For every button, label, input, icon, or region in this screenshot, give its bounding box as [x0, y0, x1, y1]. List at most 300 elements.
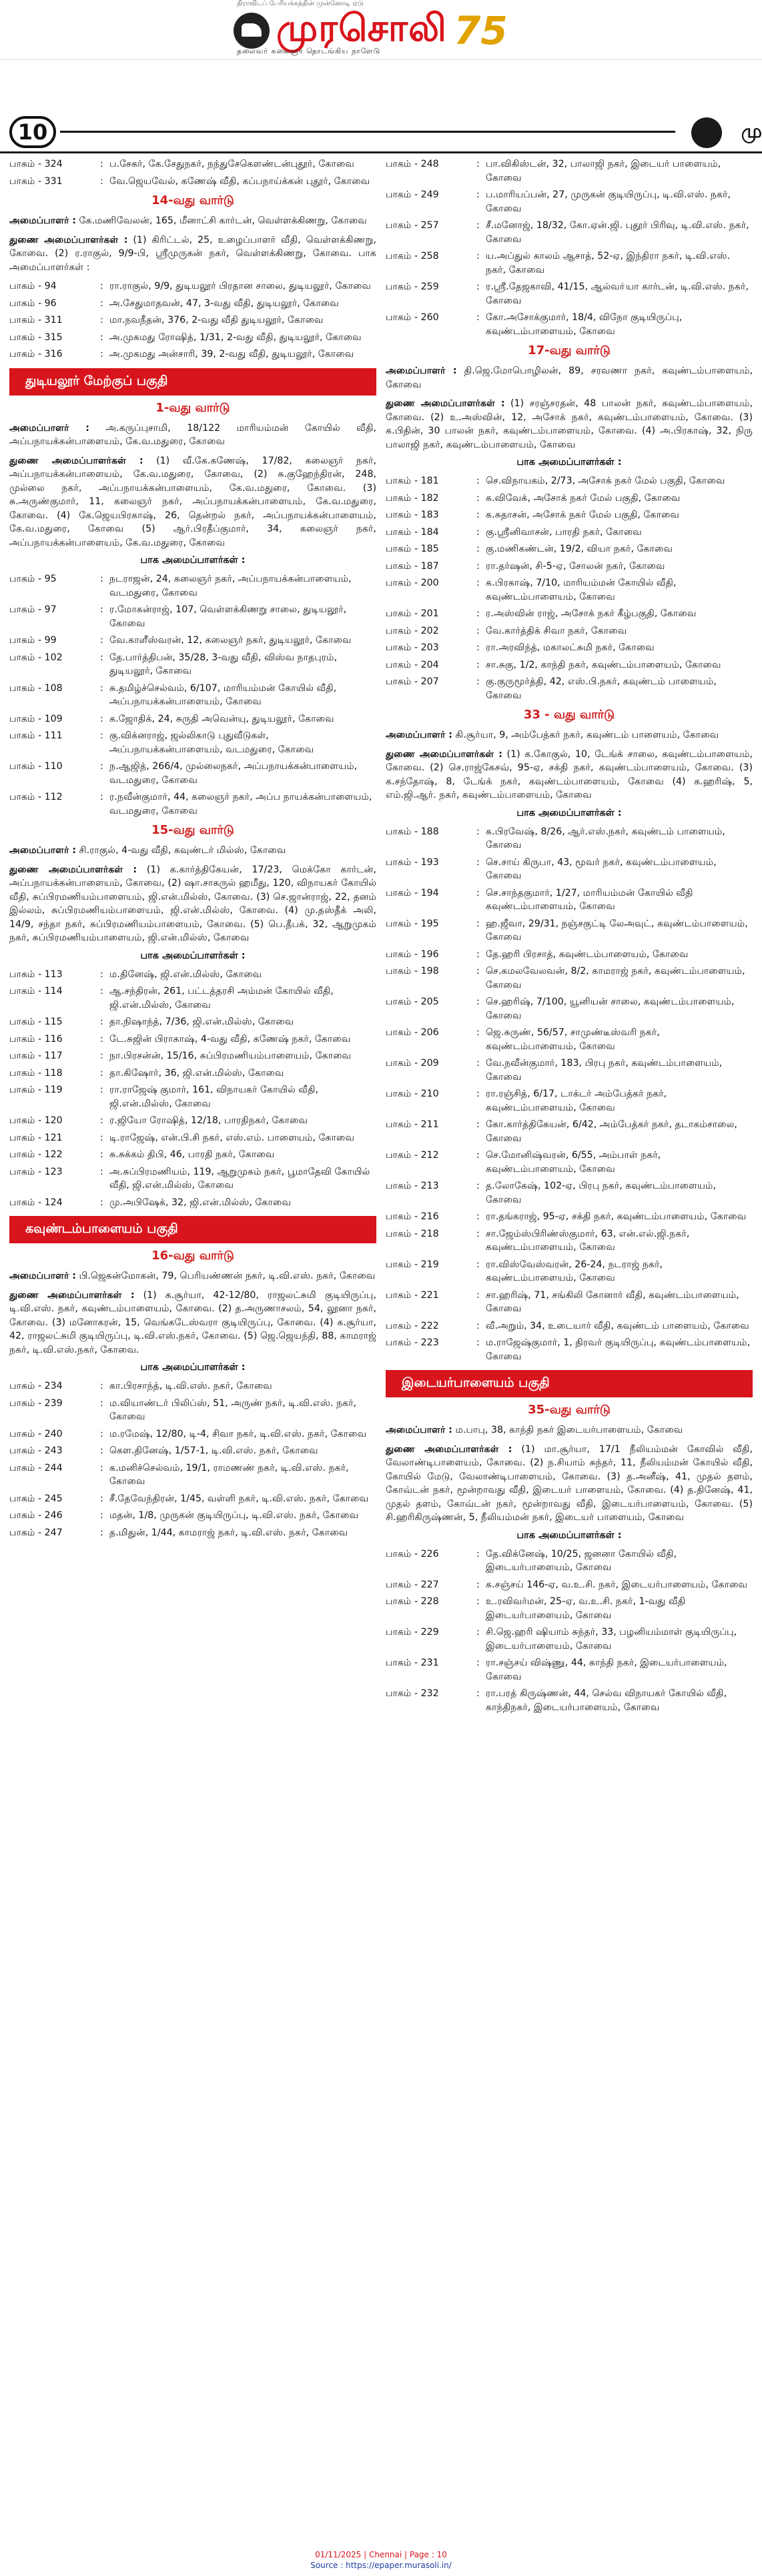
role-paragraph [9, 233, 376, 275]
part-label: பாகம் - 122 [9, 1149, 63, 1160]
part-entry [9, 175, 376, 189]
subheading: பாக அமைப்பாளர்கள் : [516, 457, 622, 468]
separator: : [476, 1627, 480, 1638]
separator: : [476, 887, 480, 898]
part-entry [9, 1131, 376, 1145]
separator: : [476, 281, 480, 292]
part-label: பாகம் - 246 [9, 1510, 63, 1521]
part-label: பாகம் - 124 [9, 1197, 63, 1208]
role-label: அமைப்பாளர் : [386, 1425, 452, 1435]
role-value: தி.ஜெ.மோபொழிலன், 89, சரவணா நகர், கவுண்டம்பாளையம், கோவை [386, 366, 753, 390]
part-value: ஜெ.சுருண், 56/57, சாமுண்டீஸ்வரி நகர், கவுண்டம்பாளையம், கோவை [486, 1027, 660, 1052]
part-label: பாகம் - 247 [9, 1527, 63, 1538]
subheading: பாக அமைப்பாளர்கள் : [140, 555, 246, 566]
part-label: பாகம் - 223 [386, 1337, 439, 1348]
ward-title: 35-வது வார்டு [528, 1403, 611, 1417]
separator: : [476, 1027, 480, 1038]
part-value: த.மிதுன், 1/44, காமராஜ் நகர், டி.வி.எஸ். நகர், கோவை [109, 1527, 348, 1538]
part-label: பாகம் - 109 [9, 713, 63, 724]
part-entry [386, 1087, 753, 1115]
part-entry [386, 1319, 753, 1333]
separator: : [476, 1089, 480, 1099]
part-entry [9, 729, 376, 756]
part-value: நடராஜன், 24, கலைஞர் நகர், அப்பநாயக்கன்பாளையம், வடமதுரை, கோவை [109, 574, 352, 598]
part-value: ரா.ராகுல், 9/9, துடியலூர் பிரதான சாலை, துடியலூர், கோவை [109, 281, 372, 291]
separator: : [100, 1397, 103, 1409]
part-entry [9, 1196, 376, 1210]
part-entry [386, 311, 753, 338]
part-value: டி.ராஜேஷ், என்.பி.சி நகர், எஸ்.எம். பாளையம், கோவை [109, 1132, 355, 1143]
part-entry [386, 542, 753, 556]
content-columns [0, 153, 762, 1718]
part-value: ர.ஸ்ரீ.தேஜகாவி, 41/15, ஆல்வா்யா கார்டன், டி.வி.எஸ். நகர், கோவை [486, 281, 749, 306]
part-value: சா.ஜேம்ஸ்பிரிண்ஸ்குமார், 63, என்.எல்.ஜி.நகர், கவுண்டம்பாளையம், கோவை [486, 1228, 690, 1253]
ward-title: 1-வது வார்டு [155, 400, 230, 415]
part-value: ப.சேகர், கே.சேதுநகர், நந்துசேகௌண்டன்புதூர், கோவை [109, 159, 354, 169]
separator: : [100, 1462, 103, 1473]
part-value: உ.ரவிவர்மன், 25-ஏ, வ.உ.சி. நகர், 1-வது வீதி இடையர்பாளையம், கோவை [486, 1596, 686, 1621]
part-entry [386, 1227, 753, 1255]
role-value: கி.சூர்யா, 9, அம்பேத்கர் நகர், கவுண்டம் பாளையம், கோவை [452, 730, 719, 740]
separator: : [100, 682, 103, 694]
role-paragraph [386, 728, 753, 742]
role-paragraph [9, 1269, 376, 1283]
part-value: ம.ரமேஷ், 12/80, டி-4, சிவா நகர், டி.வி.எஸ். நகர், கோவை [109, 1428, 367, 1439]
role-paragraph [386, 1443, 753, 1525]
part-entry [386, 1595, 753, 1622]
separator: : [476, 251, 480, 261]
part-entry [386, 1210, 753, 1224]
part-entry [386, 526, 753, 540]
part-entry [386, 964, 753, 992]
part-entry [9, 1114, 376, 1128]
part-entry [386, 188, 753, 215]
separator: : [476, 1058, 480, 1069]
part-label: பாகம் - 96 [9, 297, 57, 309]
brand-name: முரசொலி [276, 7, 447, 50]
part-entry [9, 634, 376, 648]
part-value: க.மனிச்செல்வம், 19/1, ராமணண் நகர், டி.வி.எஸ். நகர், கோவை [109, 1462, 349, 1487]
part-value: தே.ஹரி பிரசாத், கவுண்டம்பாளையம், கோவை [486, 948, 689, 960]
role-label: துணை அமைப்பாளர்கள் : [386, 1443, 512, 1455]
part-entry [386, 157, 753, 185]
part-label: பாகம் - 259 [386, 281, 439, 292]
ward-title: 17-வது வார்டு [528, 344, 611, 358]
part-label: பாகம் - 200 [386, 578, 439, 588]
role-label: துணை அமைப்பாளர்கள் : [386, 748, 502, 760]
part-entry [386, 1057, 753, 1084]
role-value: (1) க.கார்த்திகேயன், 17/23, மெக்கோ கார்டன், அப்பநாயக்கன்பாளையம், கோவை, (2) ஷா.சாகருல் ஹமீது, 120, விநாயகர் கோயில் வீதி, சுப்பிரமணியம்பாளையம், ஜி.என்.மில்ஸ், கோவை. (3) செ.ஜான்ராஜ், 22, தனம் இல்லம், சுப்பிரமணியம்பாளையம், ஜி.என்.மில்ஸ், கோவை. (4) மு.தஸ்தீக் அலி, 14/9, சந்தா நகர், சுப்பிரமணியம்பாளையம், கோவை. (5) பெ.தீபக், 32, ஆறுமுகம் நகர், சுப்பிரமணியம்பாளையம், ஜி.என்.மில்ஸ், கோவை [9, 864, 376, 943]
part-entry [386, 624, 753, 638]
right-column [386, 157, 753, 1718]
part-entry [9, 1148, 376, 1162]
role-paragraph [9, 1289, 376, 1357]
part-label: பாகம் - 228 [386, 1596, 439, 1607]
separator: : [100, 1033, 103, 1045]
part-entry [386, 219, 753, 246]
part-label: பாகம் - 110 [9, 761, 63, 772]
part-value: மா.நவநீதன், 376, 2-வது வீதி துடியலூர், கோவை [109, 315, 324, 326]
part-entry [9, 1067, 376, 1081]
role-label: அமைப்பாளர் : [9, 1271, 76, 1281]
separator: : [476, 676, 480, 687]
part-value: ப.மாரியப்பன், 27, முருகன் குடியிருப்பு, டி.வி.எஸ். நகர், கோவை [486, 189, 731, 214]
part-label: பாகம் - 198 [386, 966, 439, 977]
separator: : [100, 1493, 103, 1504]
part-label: பாகம் - 118 [9, 1067, 63, 1079]
part-label: பாகம் - 213 [386, 1181, 439, 1191]
part-entry [386, 1547, 753, 1575]
separator: : [476, 997, 480, 1007]
separator: : [100, 792, 103, 802]
separator: : [476, 1289, 480, 1301]
separator: : [476, 1320, 480, 1331]
part-label: பாகம் - 245 [9, 1493, 63, 1504]
separator: : [476, 1337, 480, 1348]
separator: : [100, 349, 103, 360]
part-entry [386, 825, 753, 852]
part-value: செ.கமலவேலவன், 8/2, காமராஜ் நகர், கவுண்டம்பாளையம், கோவை [486, 966, 745, 991]
part-entry [9, 760, 376, 787]
part-value: மு.அபிஷேக், 32, ஜி.என்.மில்ஸ், கோவை [109, 1197, 291, 1208]
footer-date-line: 01/11/2025 | Chennai | Page : 10 [315, 2550, 447, 2559]
part-entry [9, 1397, 376, 1424]
separator: : [100, 1085, 103, 1095]
separator: : [100, 1445, 103, 1456]
part-value: கோ.கார்த்திகேயன், 6/42, அம்பேத்கர் நகர், தடாகம்சாலை, கோவை [486, 1119, 737, 1144]
role-label: அமைப்பாளர் : [9, 422, 89, 434]
role-paragraph [386, 1423, 753, 1437]
part-entry [386, 1026, 753, 1053]
separator: : [100, 1067, 103, 1079]
part-value: செ.ஹரிஷ், 7/100, யூனியன் சாலை, கவுண்டம்பாளையம், கோவை [486, 997, 735, 1021]
part-label: பாகம் - 231 [386, 1658, 439, 1668]
role-paragraph [9, 422, 376, 449]
part-entry [9, 1509, 376, 1523]
part-label: பாகம் - 258 [386, 251, 439, 261]
separator: : [476, 1596, 480, 1607]
part-value: தே.பார்த்திபன், 35/28, 3-வது வீதி, விஸ்வ நாதபுரம், துடியலூர், கோவை [109, 652, 338, 676]
part-value: க.பிரகாஷ், 7/10, மாரியம்மன் கோயில் வீதி, கவுண்டம்பாளையம், கோவை [486, 578, 677, 602]
part-value: ஹ.ஜீவா, 29/31, நஞ்சகுட்டி லேஅவுட், கவுண்டம்பாளையம், கோவை [486, 918, 748, 942]
part-value: பா.விகிஸ்டன், 32, பாலாஜி நகர், இடையர் பாளையம், கோவை [486, 159, 721, 183]
part-label: பாகம் - 232 [386, 1688, 439, 1699]
part-entry [9, 313, 376, 328]
part-value: ரா.சஞ்சய் விஷ்ணு, 44, காந்தி நகர், இடையர்பாளையம், கோவை [486, 1658, 727, 1682]
part-label: பாகம் - 193 [386, 856, 439, 868]
part-value: கு.ஸ்ரீனிவாசன், பாரதி நகர், கோவை [486, 526, 642, 538]
part-label: பாகம் - 221 [386, 1289, 439, 1301]
separator: : [100, 1197, 103, 1208]
part-label: பாகம் - 239 [9, 1397, 63, 1409]
part-entry [9, 157, 376, 171]
separator: : [476, 625, 480, 636]
part-label: பாகம் - 248 [386, 159, 439, 169]
part-label: பாகம் - 99 [9, 635, 57, 646]
left-column [9, 157, 376, 1718]
separator: : [100, 969, 103, 980]
part-entry [386, 675, 753, 702]
part-value: கௌ.தினேஷ், 1/57-1, டி.வி.எஸ். நகர், கோவை [109, 1445, 318, 1456]
part-entry [386, 1336, 753, 1363]
part-value: வே.காளீஸ்வரன், 12, கலைஞர் நகர், துடியலூர், கோவை [109, 635, 352, 646]
part-label: பாகம் - 257 [386, 220, 439, 231]
part-value: ர.அஸ்வின் ராஜ், அசோக் நகர் கீழ்பகுதி, கோவை [486, 608, 697, 619]
part-entry [386, 280, 753, 307]
part-label: பாகம் - 202 [386, 625, 439, 636]
section-banner: துடியலூர் மேற்குப் பகுதி [9, 368, 376, 396]
part-value: ம.வியாண்டர் பிலிப்ஸ், 51, அருண் நகர், டி.வி.எஸ். நகர், கோவை [109, 1397, 357, 1422]
part-entry [9, 1427, 376, 1441]
separator: : [476, 1228, 480, 1239]
separator: : [100, 1132, 103, 1143]
part-entry [9, 348, 376, 362]
part-value: டே.சுஜின் பிராகாஷ், 4-வது வீதி, கணேஷ் நகர், கோவை [109, 1033, 351, 1045]
part-value: தா.கிஷோர், 36, ஜி.என்.மில்ஸ், கோவை [109, 1067, 284, 1079]
separator: : [476, 544, 480, 554]
part-value: மதன், 1/8, முருகன் குடியிருப்பு, டி.வி.எஸ். நகர், கோவை [109, 1510, 359, 1521]
role-label: அமைப்பாளர் : [386, 730, 452, 740]
part-label: பாகம் - 194 [386, 887, 439, 898]
separator: : [476, 1548, 480, 1559]
part-value: அ.சேதுமாதவன், 47, 3-வது வீதி, துடியலூர், கோவை [109, 297, 339, 309]
ward-title: 14-வது வார்டு [151, 193, 234, 207]
separator: : [476, 1119, 480, 1130]
part-label: பாகம் - 102 [9, 652, 63, 663]
part-entry [9, 651, 376, 678]
part-entry [9, 682, 376, 709]
part-label: பாகம் - 121 [9, 1132, 63, 1143]
separator: : [100, 730, 103, 741]
separator: : [476, 510, 480, 520]
part-label: பாகம் - 184 [386, 526, 439, 538]
part-entry [9, 985, 376, 1012]
part-label: பாகம் - 188 [386, 826, 439, 837]
separator: : [476, 492, 480, 504]
part-entry [386, 474, 753, 488]
separator: : [100, 761, 103, 772]
part-label: பாகம் - 226 [386, 1548, 439, 1559]
separator: : [476, 966, 480, 977]
part-label: பாகம் - 95 [9, 574, 57, 584]
part-label: பாகம் - 205 [386, 997, 439, 1007]
role-paragraph [386, 748, 753, 802]
part-label: பாகம் - 206 [386, 1027, 439, 1038]
part-value: கு.விக்னராஜ், ஜல்லிகாடு புதுவீடுகள், அப்பநாயக்கன்பாளையம், வடமதுரை, கோவை [109, 730, 314, 755]
part-label: பாகம் - 249 [386, 189, 439, 200]
part-label: பாகம் - 331 [9, 175, 63, 187]
part-label: பாகம் - 315 [9, 332, 63, 343]
part-label: பாகம் - 111 [9, 730, 63, 741]
separator: : [100, 159, 103, 169]
part-label: பாகம் - 204 [386, 659, 439, 670]
part-label: பாகம் - 181 [386, 476, 439, 486]
role-value: அ.கருப்புசாமி, 18/122 மாரியம்மன் கோயில் வீதி, அப்பநாயக்கன்பாளையம், கே.வ.மதுரை, கோவை [9, 422, 376, 447]
part-entry [9, 1526, 376, 1540]
part-entry [386, 249, 753, 277]
part-label: பாகம் - 203 [386, 642, 439, 653]
part-value: தா.நிஷாந்த், 7/36, ஜி.என்.மில்ஸ், கோவை [109, 1017, 294, 1027]
section-banner: இடையர்பாளையம் பகுதி [386, 1370, 753, 1397]
part-entry [386, 1578, 753, 1592]
separator: : [476, 1259, 480, 1270]
role-paragraph [9, 844, 376, 858]
part-entry [386, 1118, 753, 1145]
separator: : [100, 635, 103, 646]
part-entry [9, 1165, 376, 1193]
separator: : [100, 986, 103, 997]
role-value: ம.பாபு, 38, காந்தி நகர் இடையர்பாளையம், கோவை [452, 1425, 683, 1435]
part-value: ரா.பரத் கிருஷ்ணன், 44, செல்வ விநாயகர் கோயில் வீதி, காந்திநகர், இடையர்பாளையம், கோவை [486, 1688, 727, 1713]
separator: : [476, 1658, 480, 1668]
part-entry [386, 948, 753, 962]
part-entry [386, 1179, 753, 1207]
role-paragraph [386, 364, 753, 392]
part-label: பாகம் - 119 [9, 1085, 63, 1095]
part-entry [386, 917, 753, 944]
anniversary-badge: 75 [454, 8, 508, 53]
role-label: துணை அமைப்பாளர்கள் : [386, 398, 505, 409]
part-label: பாகம் - 185 [386, 544, 439, 554]
part-value: ரா.விஸ்வேஸ்வரன், 26-24, நடராஜ் நகர், கவுண்டம்பாளையம், கோவை [486, 1259, 663, 1283]
part-value: த.லோகேஷ், 102-ஏ, பிரபு நகர், கவுண்டம்பாளையம், கோவை [486, 1181, 716, 1205]
part-label: பாகம் - 229 [386, 1627, 439, 1638]
role-label: துணை அமைப்பாளர்கள் : [9, 1289, 135, 1301]
part-label: பாகம் - 211 [386, 1119, 439, 1130]
part-entry [9, 1492, 376, 1506]
part-entry [9, 572, 376, 600]
part-label: பாகம் - 112 [9, 792, 63, 802]
part-entry [386, 1149, 753, 1176]
role-paragraph [9, 454, 376, 550]
separator: : [476, 1211, 480, 1222]
part-value: ரா.தங்கராஜ், 95-ஏ, சக்தி நகர், கவுண்டம்பாளையம், கோவை [486, 1211, 747, 1222]
part-label: பாகம் - 260 [386, 312, 439, 323]
part-entry [9, 279, 376, 293]
part-label: பாகம் - 210 [386, 1089, 439, 1099]
masthead-tagline: திராவிடப் பேரியக்கத்தின் முன்னோடி ஏடு [237, 0, 364, 7]
part-label: பாகம் - 209 [386, 1058, 439, 1069]
part-value: சீ.தேவேந்திரன், 1/45, வள்ளி நகர், டி.வி.எஸ். நகர், கோவை [109, 1493, 369, 1504]
role-value: (1) க.சூர்யா, 42-12/80, ராஜலட்சுமி குடியிருப்பு, டி.வி.எஸ். நகர், கவுண்டம்பாளையம், கோவை. (2) த.அருணாசலம், 54, லூனா நகர், கோவை. (3) மனோகரன், 15, வெங்கடேஸ்வரா குடியிருப்பு, கோவை. (4) க.சூர்யா, 42, ராஜலட்சுமி குடியிருப்பு, டி.வி.எஸ்.நகர், கோவை. (5) ஜெ.ஜெயந்தி, 88, காமராஜ் நகர், டி.வி.எஸ்.நகர், கோவை. [9, 1289, 376, 1355]
part-label: பாகம் - 97 [9, 604, 57, 615]
part-entry [9, 1033, 376, 1047]
role-value: சி.ராகுல், 4-வது வீதி, கவுண்டர் மில்ஸ், கோவை [75, 845, 286, 856]
part-label: பாகம் - 244 [9, 1462, 63, 1473]
separator: : [100, 1017, 103, 1027]
part-label: பாகம் - 195 [386, 918, 439, 929]
separator: : [476, 159, 480, 169]
subheading: பாக அமைப்பாளர்கள் : [516, 807, 622, 818]
role-value: கே.மணிவேலன், 165, மீனாட்சி கார்டன், வெள்ளக்கிணறு, கோவை [75, 215, 367, 226]
part-label: பாகம் - 212 [386, 1150, 439, 1161]
separator: : [100, 175, 103, 187]
separator: : [476, 608, 480, 619]
part-label: பாகம் - 243 [9, 1445, 63, 1456]
separator: : [476, 476, 480, 486]
part-label: பாகம் - 324 [9, 159, 63, 169]
part-entry [386, 1656, 753, 1684]
part-entry [386, 576, 753, 604]
separator: : [476, 1150, 480, 1161]
page-brand: மு [741, 120, 762, 142]
part-value: செ.சாந்தகுமார், 1/27, மாரியம்மன் கோயில் வீதி கவுண்டம்பாளையம், கோவை [486, 887, 693, 912]
subheading: பாக அமைப்பாளர்கள் : [516, 1529, 622, 1541]
part-entry [386, 856, 753, 883]
part-label: பாகம் - 117 [9, 1051, 63, 1061]
part-label: பாகம் - 114 [9, 986, 63, 997]
part-label: பாகம் - 113 [9, 969, 63, 980]
part-value: ரா.ரஞ்சித், 6/17, டாக்டர் அம்பேத்கர் நகர், கவுண்டம்பாளையம், கோவை [486, 1089, 667, 1113]
separator: : [100, 652, 103, 663]
part-value: ஆ.சந்திரன், 261, பட்டத்தரசி அம்மன் கோயில் வீதி, ஜி.என்.மில்ஸ், கோவை [109, 986, 334, 1011]
part-entry [9, 1015, 376, 1029]
part-value: சு.சுக்கம் திபி, 46, பாரதி நகர், கோவை [109, 1149, 275, 1160]
part-entry [386, 1687, 753, 1714]
part-label: பாகம் - 108 [9, 682, 63, 694]
role-value: (1) கிரிட்டல், 25, உழைப்பாளர் வீதி, வெள்ளக்கிணறு, கோவை. (2) ர.ராகுல், 9/9-பி, ஸ்ரீமுருகன் நகர், வெள்ளக்கிணறு, கோவை. பாக அமைப்பாளர்கள் : [9, 234, 376, 273]
separator: : [476, 1579, 480, 1590]
part-value: ய.அப்துல் காலம் ஆசாத், 52-ஏ, இந்திரா நகர், டி.வி.எஸ். நகர், கோவை [486, 251, 731, 275]
part-value: வே.நவீன்குமார், 183, பிரபு நகர், கவுண்டம்பாளையம், கோவை [486, 1058, 723, 1083]
part-label: பாகம் - 187 [386, 560, 439, 572]
part-entry [9, 1461, 376, 1489]
separator: : [476, 918, 480, 929]
part-entry [386, 995, 753, 1023]
separator: : [476, 659, 480, 670]
separator: : [100, 315, 103, 326]
part-label: பாகம் - 316 [9, 349, 63, 360]
masthead [0, 0, 762, 60]
part-entry [386, 641, 753, 655]
separator: : [100, 1166, 103, 1177]
footer-source-link[interactable]: Source : https://epaper.murasoli.in/ [310, 2561, 452, 2570]
separator: : [476, 856, 480, 868]
part-value: ம.தினேஷ், ஜி.என்.மில்ஸ், கோவை [109, 969, 262, 980]
part-label: பாகம் - 218 [386, 1228, 439, 1239]
page-bar [0, 113, 762, 153]
role-value: (1) மா.சூர்யா, 17/1 நீலியம்மன் கோவில் வீதி, வேலாண்டிபாளையம், கோவை. (2) ந.சியாம் சுந்தர், 11, நீலியம்மன் கோயில் வீதி, கோயில் மேடு, வேலாண்டிபாளையம், கோவை. (3) த.அனீஷ், 41, முதல் தளம், கோவ்டன் நகர், மூன்றாவது வீதி, இடையர் பாளையம், கோவை. (4) த.தினேஷ், 41, முதல் தளம், கோவ்டன் நகர், மூன்றாவது வீதி, இடையர்பாளையம், கோவை. (5) சி.ஹரிகிருஷ்ணன், 5, நீலியம்மன் நகர், இடையர் பாளையம், கோவை [386, 1443, 753, 1523]
part-value: க.பிரவேஷ், 8/26, ஆர்.எஸ்.நகர், கவுண்டம் பாளையம், கோவை [486, 826, 725, 850]
separator: : [100, 574, 103, 584]
part-value: ரா.ராஜேஷ் குமார், 161, விநாயகர் கோயில் வீதி, ஜி.என்.மில்ஸ், கோவை [109, 1085, 319, 1109]
part-label: பாகம் - 219 [386, 1259, 439, 1270]
separator: : [476, 578, 480, 588]
part-entry [386, 492, 753, 506]
role-paragraph [9, 863, 376, 945]
separator: : [476, 1688, 480, 1699]
part-value: ர.ஜியோ ரோஷித், 12/18, பாரதிநகர், கோவை [109, 1115, 308, 1126]
ward-title: 16-வது வார்டு [151, 1249, 234, 1263]
part-value: வீ.அறும், 34, உடையார் வீதி, கவுண்டம் பாளையம், கோவை [486, 1320, 749, 1331]
brand-subtitle: தலைவர் கலைஞர் தொடங்கிய நாளேடு [237, 47, 381, 55]
part-entry [9, 1379, 376, 1393]
separator: : [100, 1527, 103, 1538]
part-value: க.சஞ்சய் 146-ஏ, வ.உ.சி. நகர், இடையர்பாளையம், கோவை [486, 1579, 748, 1590]
part-value: அ.முகமது ரோஷித், 1/31, 2-வது வீதி, துடியலூர், கோவை [109, 332, 362, 343]
part-value: க.சுதாசன், அசோக் நகர் மேல் பகுதி, கோவை [486, 510, 679, 520]
separator: : [100, 1149, 103, 1160]
subheading: பாக அமைப்பாளர்கள் : [140, 1362, 246, 1373]
separator: : [476, 189, 480, 200]
part-entry [9, 968, 376, 982]
separator: : [476, 642, 480, 653]
role-label: அமைப்பாளர் : [386, 366, 457, 376]
part-value: கோ.அசோக்குமார், 18/4, விநோ குடியிருப்பு, கவுண்டம்பாளையம், கோவை [486, 312, 683, 337]
part-value: கா.பிரசாந்த், டி.வி.எஸ். நகர், கோவை [109, 1381, 272, 1391]
part-value: சீ.மனோஜ், 18/32, கோ.ஏன்.ஜி. புதூர் பிரிவு, டி.வி.எஸ். நகர், கோவை [486, 220, 749, 245]
part-label: பாகம் - 116 [9, 1033, 63, 1045]
